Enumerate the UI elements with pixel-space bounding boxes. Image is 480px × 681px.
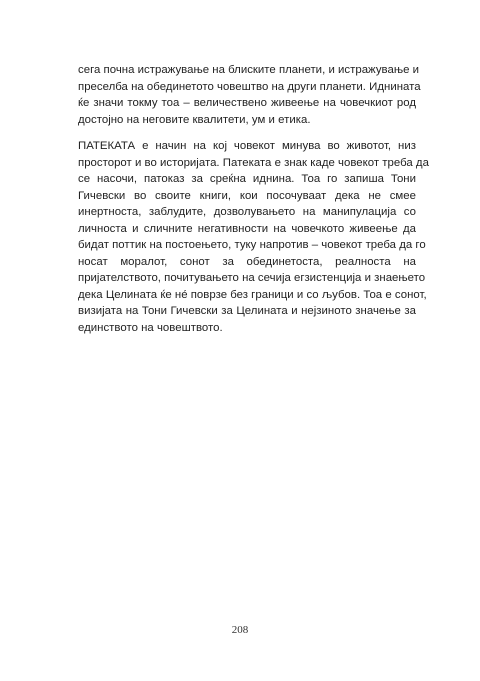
- paragraph-line: Гичевски во своите книги, кои посочуваат дека не смее: [78, 189, 416, 202]
- paragraph-line: инертноста, заблудите, дозволувањето на манипулација со: [78, 206, 416, 218]
- paragraph-line: дека Целината ќе не́ поврзе без граници и со љубов. Тоа е сонот,: [78, 288, 427, 301]
- paragraph-line: пријателството, почитувањето на сечија егзистенција и знаењето: [78, 272, 426, 284]
- paragraph-line: ПАТЕКАТА е начин на кој човекот минува во животот, низ: [78, 140, 416, 152]
- page-number: 208: [231, 624, 249, 636]
- paragraph-line: сега почна истражување на блиските планети, и истражување и: [78, 64, 420, 76]
- paragraph-line: бидат поттик на постоењето, туку напротив – човекот треба да го: [78, 239, 426, 251]
- paragraph-line: преселба на обединетото човештво на други планети. Иднината: [78, 80, 421, 93]
- paragraph-line: ќе значи токму тоа – величествено живеење на човечкиот род: [78, 97, 416, 109]
- paragraph-line: се насочи, патоказ за среќна иднина. Тоа го запиша Тони: [78, 173, 416, 185]
- paragraph-line: личноста и сличните негативности на човечкото живеење да: [78, 222, 416, 235]
- paragraph-line: единството на човештвото.: [78, 321, 223, 334]
- paragraph-line: носат моралот, сонот за обединетоста, реалноста на: [78, 255, 416, 268]
- paragraph-line: просторот и во историјата. Патеката е знак каде човекот треба да: [78, 156, 429, 169]
- paragraph-line: достојно на неговите квалитети, ум и етика.: [78, 113, 311, 126]
- paragraph-2: [78, 138, 429, 336]
- paragraph-line: визијата на Тони Гичевски за Целината и нејзиното значење за: [78, 305, 416, 317]
- paragraph-1: [78, 62, 421, 128]
